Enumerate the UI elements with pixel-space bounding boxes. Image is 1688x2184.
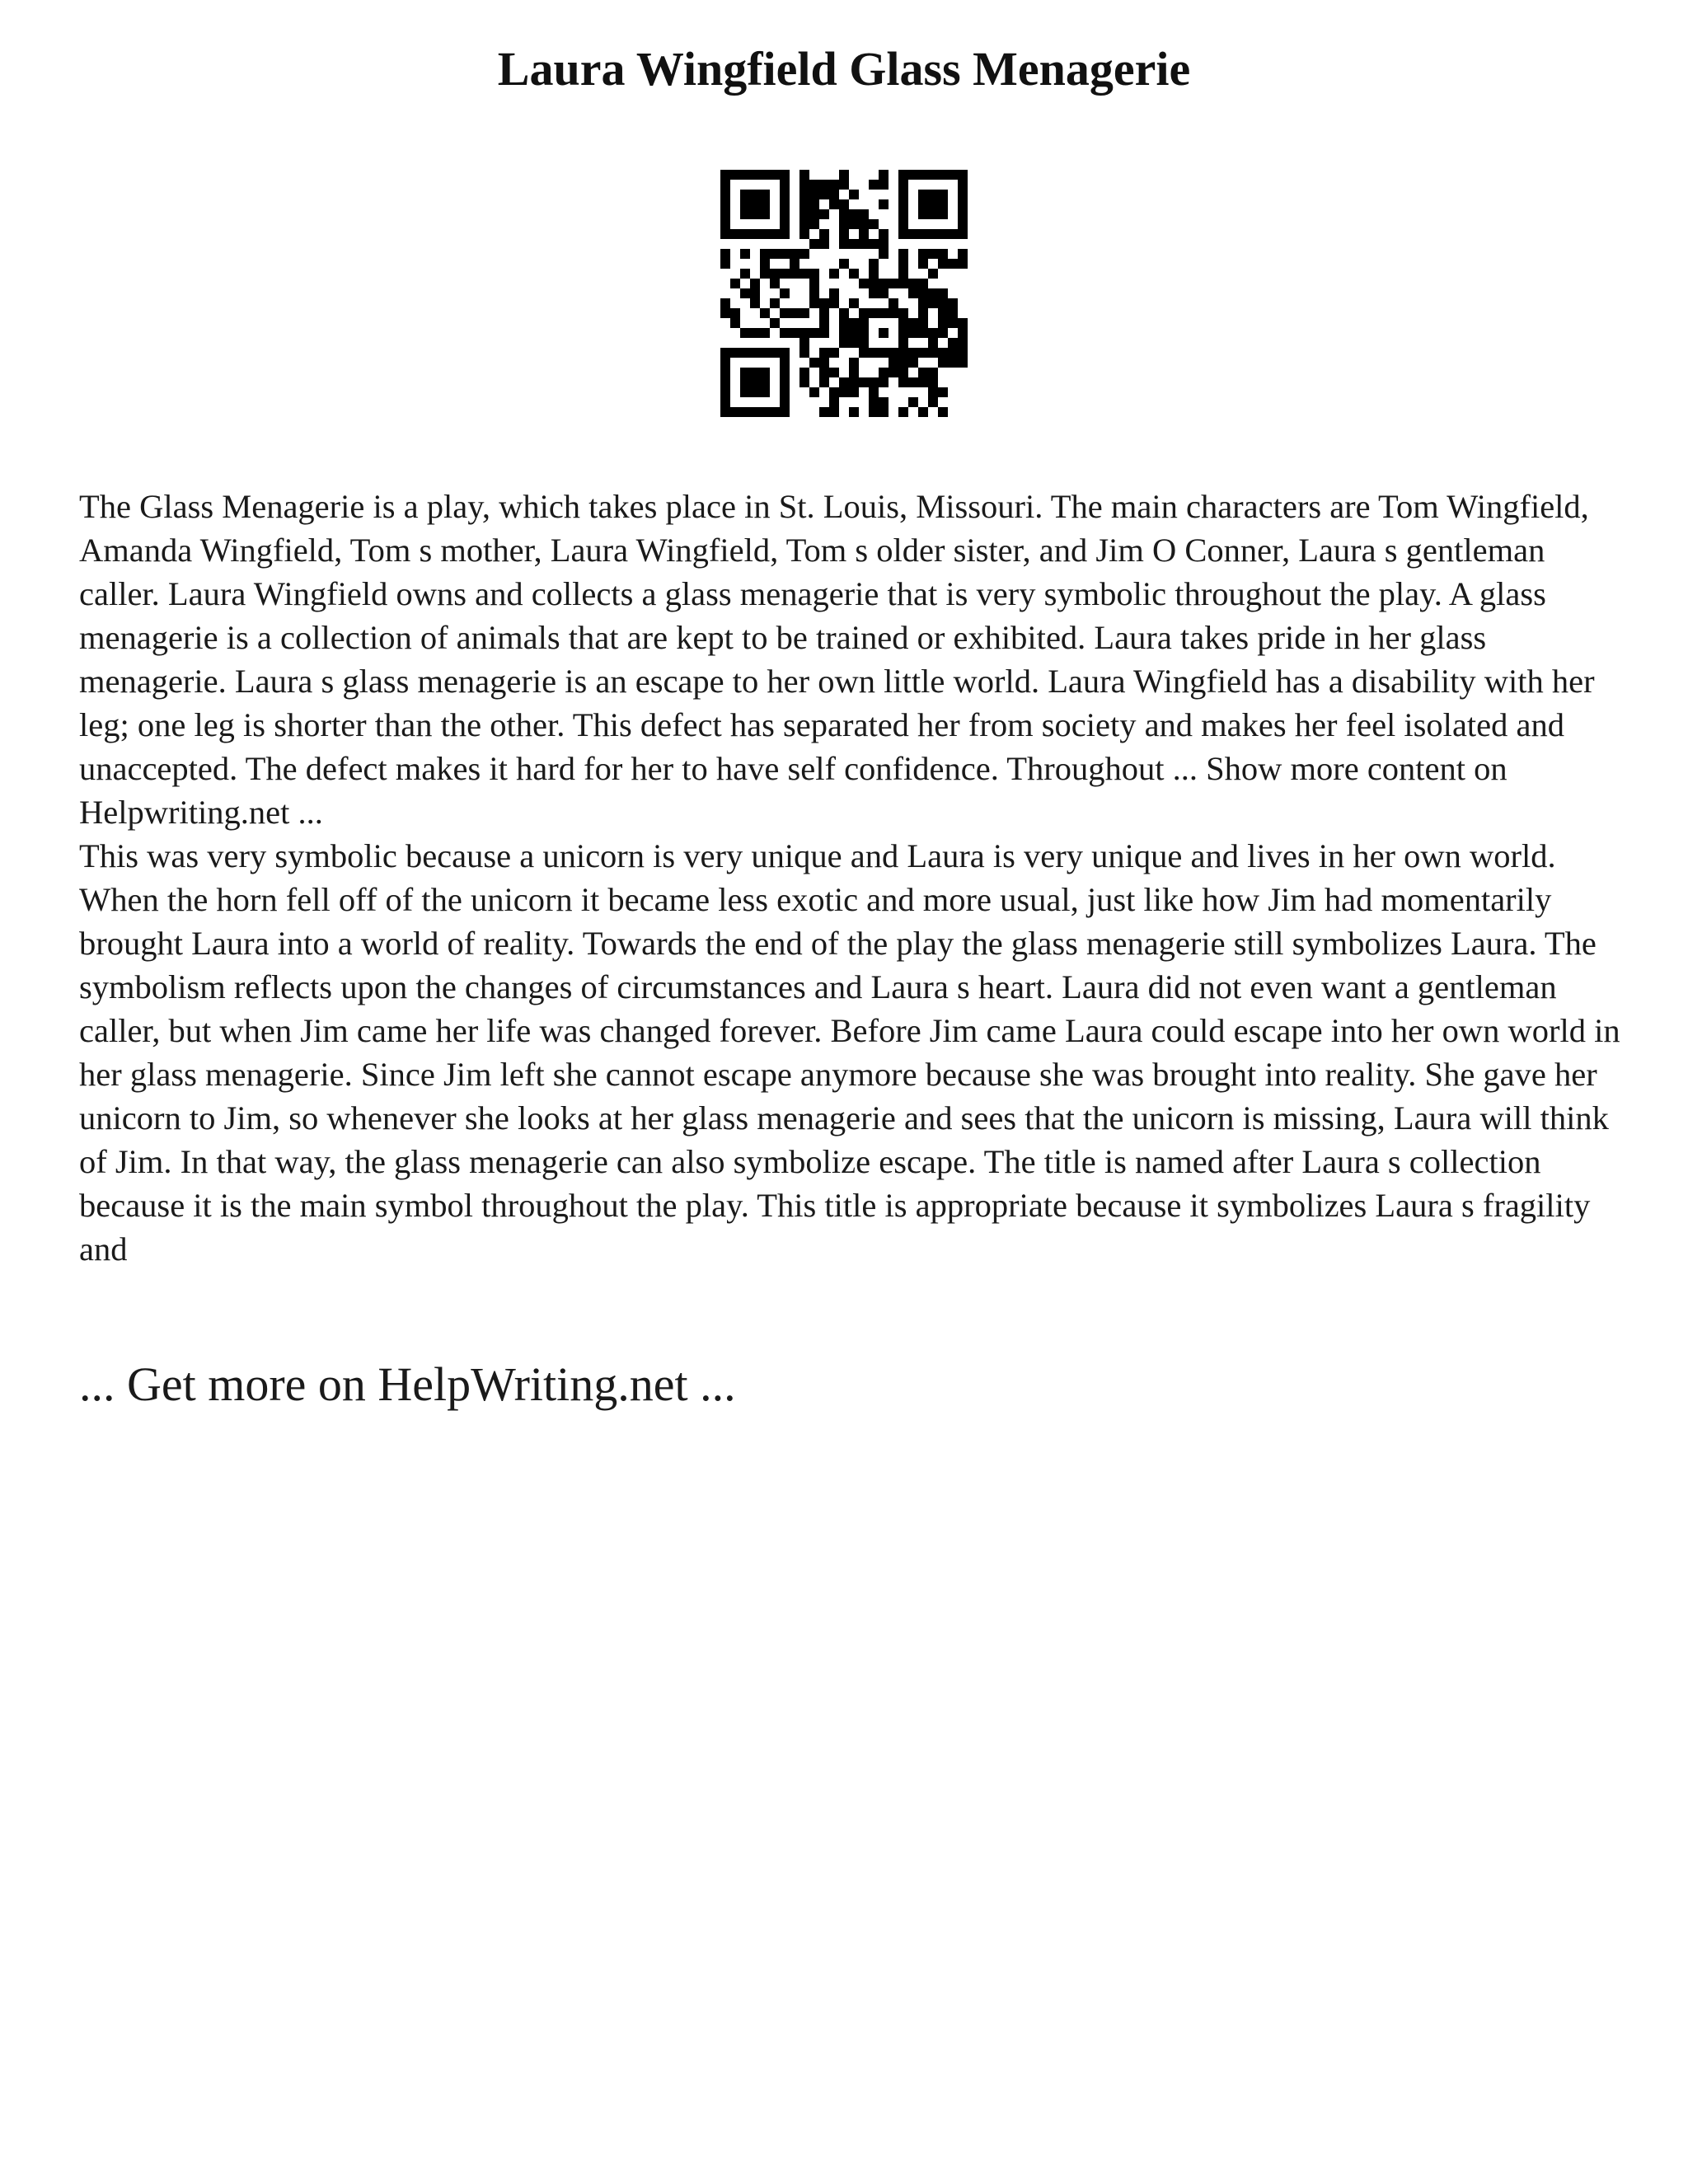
get-more-link[interactable]: ... Get more on HelpWriting.net ... [79,1357,736,1411]
document-body [79,485,1629,1271]
paragraph: This was very symbolic because a unicorn is very unique and Laura is very unique and lives in her own world. When the horn fell off of the unicorn it became less exotic and more usual, just like how Jim had momentarily brought Laura into a world of reality. Towards the end of the play the glass menagerie still symbolizes Laura. The symbolism reflects upon the changes of circumstances and Laura s heart. Laura did not even want a gentleman caller, but when Jim came her life was changed forever. Before Jim came Laura could escape into her own world in her glass menagerie. Since Jim left she cannot escape anymore because she was brought into reality. She gave her unicorn to Jim, so whenever she looks at her glass menagerie and sees that the unicorn is missing, Laura will think of Jim. In that way, the glass menagerie can also symbolize escape. The title is named after Laura s collection because it is the main symbol throughout the play. This title is appropriate because it symbolizes Laura s fragility and [79,837,1620,1268]
paragraph: The Glass Menagerie is a play, which takes place in St. Louis, Missouri. The main characters are Tom Wingfield, Amanda Wingfield, Tom s mother, Laura Wingfield, Tom s older sister, and Jim O Conner, Laura s gentleman caller. Laura Wingfield owns and collects a glass menagerie that is very symbolic throughout the play. A glass menagerie is a collection of animals that are kept to be trained or exhibited. Laura takes pride in her glass menagerie. Laura s glass menagerie is an escape to her own little world. Laura Wingfield has a disability with her leg; one leg is shorter than the other. This defect has separated her from society and makes her feel isolated and unaccepted. The defect makes it hard for her to have self confidence. Throughout ... Show more content on Helpwriting.net ... [79,488,1595,831]
document-title: Laura Wingfield Glass Menagerie [497,42,1191,96]
qr-code-icon [720,170,968,417]
